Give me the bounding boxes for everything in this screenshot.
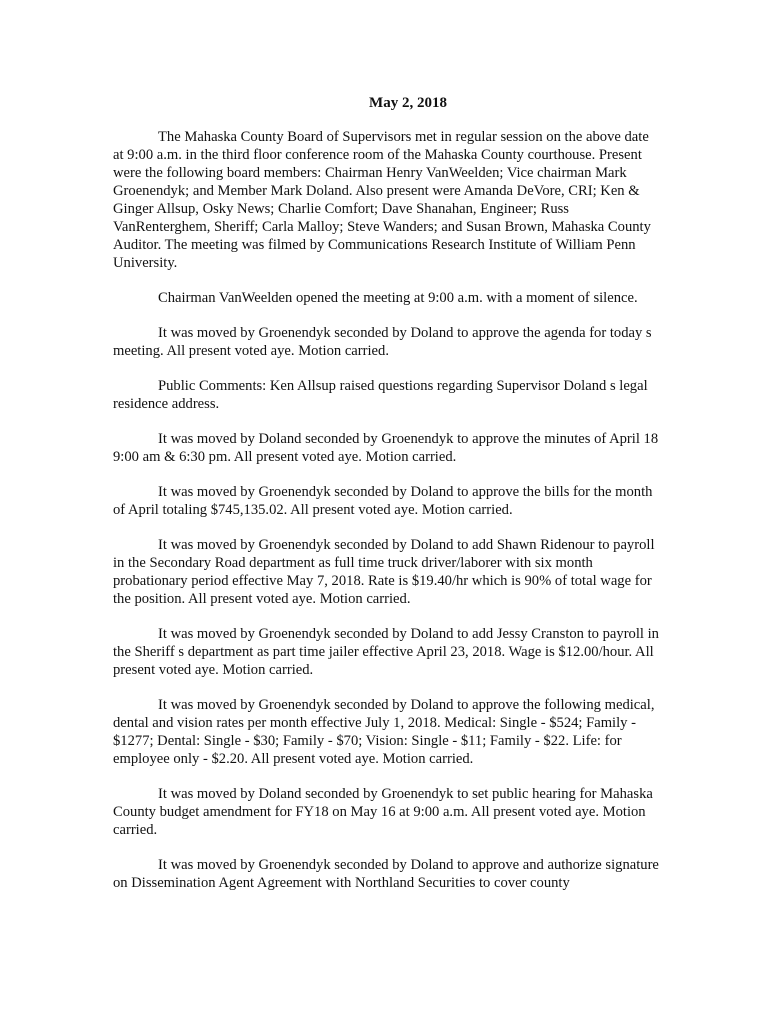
paragraph-bills-motion: It was moved by Groenendyk seconded by Doland to approve the bills for the month of April totaling $745,135.02. All present voted aye. Motion carried. (113, 484, 653, 518)
paragraph-ridenour-payroll: It was moved by Groenendyk seconded by Doland to add Shawn Ridenour to payroll in the Secondary Road department as full time truck driver/laborer with six month probationary period effective May 7, 2018. Rate is $19.40/hr which is 90% of total wage for the position. All present voted aye. Motion carried. (113, 537, 655, 607)
paragraph-dissemination-agreement: It was moved by Groenendyk seconded by Doland to approve and authorize signature on Dissemination Agent Agreement with Northland Securities to cover county (113, 857, 659, 891)
paragraph-agenda-motion: It was moved by Groenendyk seconded by Doland to approve the agenda for today s meeting. All present voted aye. Motion carried. (113, 325, 652, 359)
paragraph-opening: Chairman VanWeelden opened the meeting at 9:00 a.m. with a moment of silence. (158, 290, 638, 306)
paragraph-public-hearing: It was moved by Doland seconded by Groenendyk to set public hearing for Mahaska County budget amendment for FY18 on May 16 at 9:00 a.m. All present voted aye. Motion carried. (113, 786, 653, 838)
paragraph-attendance: The Mahaska County Board of Supervisors met in regular session on the above date at 9:00 a.m. in the third floor conference room of the Mahaska County courthouse. Present were the following board members: Chairman Henry VanWeelden; Vice chairman Mark Groenendyk; and Member Mark Doland. Also present were Amanda DeVore, CRI; Ken & Ginger Allsup, Osky News; Charlie Comfort; Dave Shanahan, Engineer; Russ VanRenterghem, Sheriff; Carla Malloy; Steve Wanders; and Susan Brown, Mahaska County Auditor. The meeting was filmed by Communications Research Institute of William Penn University. (113, 129, 651, 271)
paragraph-minutes-motion: It was moved by Doland seconded by Groenendyk to approve the minutes of April 18 9:00 am & 6:30 pm. All present voted aye. Motion carried. (113, 431, 659, 465)
paragraph-benefit-rates: It was moved by Groenendyk seconded by Doland to approve the following medical, dental and vision rates per month effective July 1, 2018. Medical: Single - $524; Family - $1277; Dental: Single - $30; Family - $70; Vision: Single - $11; Family - $22. Life: for employee only - $2.20. All present voted aye. Motion carried. (113, 697, 655, 767)
paragraph-cranston-payroll: It was moved by Groenendyk seconded by Doland to add Jessy Cranston to payroll in the Sheriff s department as part time jailer effective April 23, 2018. Wage is $12.00/hour. All present voted aye. Motion carried. (113, 626, 659, 678)
paragraph-public-comments: Public Comments: Ken Allsup raised questions regarding Supervisor Doland s legal residence address. (113, 378, 648, 412)
document-body (113, 128, 661, 909)
document-title: May 2, 2018 (369, 95, 447, 111)
